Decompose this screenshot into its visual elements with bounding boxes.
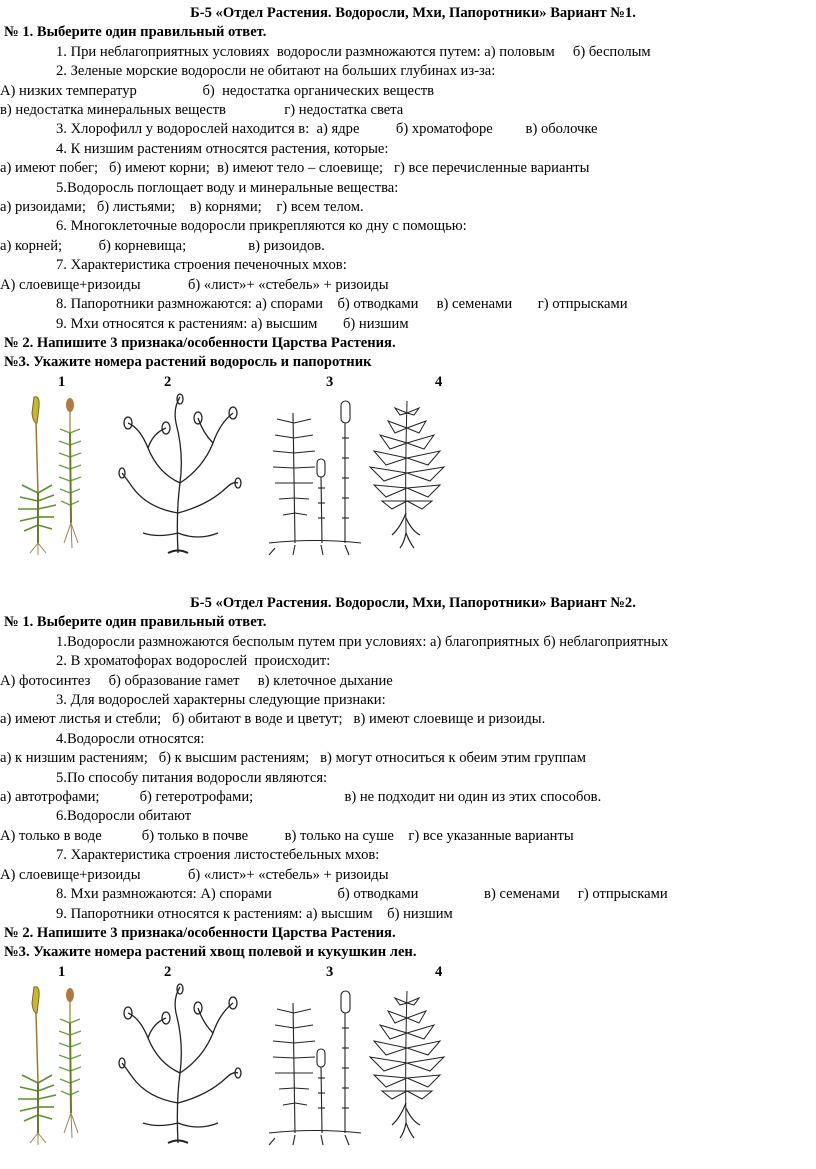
task3: №3. Укажите номера растений хвощ полевой и кукушкин лен.	[4, 944, 417, 961]
answer-line: а) к низшим растениям; б) к высшим растениям; в) могут относиться к обеим этим группам	[0, 750, 587, 767]
plant-number: 2	[164, 373, 172, 390]
horsetail-illustration	[265, 983, 365, 1148]
question-line: 4. К низшим растениям относятся растения, которые:	[56, 140, 389, 157]
answer-line: а) ризоидами; б) листьями; в) корнями; г) всем телом.	[0, 199, 364, 216]
plant-number: 4	[435, 373, 443, 390]
question-line: 7. Характеристика строения печеночных мхов:	[56, 257, 347, 274]
task2: № 2. Напишите 3 признака/особенности Царства Растения.	[4, 334, 396, 351]
answer-line: А) слоевище+ризоиды б) «лист»+ «стебель» + ризоиды	[0, 276, 389, 293]
algae-illustration	[118, 983, 243, 1148]
task1-header: № 1. Выберите один правильный ответ.	[4, 24, 267, 41]
answer-line: а) имеют листья и стебли; б) обитают в воде и цветут; в) имеют слоевище и ризоиды.	[0, 711, 546, 728]
moss-illustration	[8, 393, 88, 558]
answer-line: а) автотрофами; б) гетеротрофами; в) не подходит ни один из этих способов.	[0, 789, 602, 806]
question-line: 1.Водоросли размножаются бесполым путем при условиях: а) благоприятных б) неблагоприятных	[56, 633, 669, 650]
variant-2	[0, 594, 816, 1153]
question-line: 8. Папоротники размножаются: а) спорами б) отводками в) семенами г) отпрысками	[56, 296, 628, 313]
plant-number: 3	[326, 373, 334, 390]
question-line: 4.Водоросли относятся:	[56, 730, 205, 747]
horsetail-illustration	[265, 393, 365, 558]
plant-number: 2	[164, 963, 172, 980]
answer-line: а) корней; б) корневища; в) ризоидов.	[0, 237, 325, 254]
plant-numbers	[0, 373, 816, 393]
question-line: 6.Водоросли обитают	[56, 808, 192, 825]
task3: №3. Укажите номера растений водоросль и папоротник	[4, 354, 372, 371]
answer-line: А) только в воде б) только в почве в) только на суше г) все указанные варианты	[0, 827, 574, 844]
answer-line: а) имеют побег; б) имеют корни; в) имеют тело – слоевище; г) все перечисленные варианты	[0, 160, 590, 177]
question-line: 7. Характеристика строения листостебельных мхов:	[56, 847, 380, 864]
task1-header: № 1. Выберите один правильный ответ.	[4, 614, 267, 631]
variant-title: Б-5 «Отдел Растения. Водоросли, Мхи, Папоротники» Вариант №1.	[190, 5, 636, 21]
task2: № 2. Напишите 3 признака/особенности Царства Растения.	[4, 924, 396, 941]
question-line: 5.Водоросль поглощает воду и минеральные вещества:	[56, 179, 399, 196]
answer-line: А) низких температур б) недостатка органических веществ	[0, 82, 435, 99]
plant-illustrations	[0, 393, 816, 563]
variant-1	[0, 4, 816, 563]
answer-line: в) недостатка минеральных веществ г) недостатка света	[0, 102, 404, 119]
answer-line: А) слоевище+ризоиды б) «лист»+ «стебель» + ризоиды	[0, 866, 389, 883]
question-line: 5.По способу питания водоросли являются:	[56, 769, 328, 786]
question-line: 6. Многоклеточные водоросли прикрепляются ко дну с помощью:	[56, 218, 467, 235]
plant-number: 1	[58, 373, 66, 390]
question-line: 9. Мхи относятся к растениям: а) высшим б) низшим	[56, 315, 409, 332]
question-line: 3. Хлорофилл у водорослей находится в: а) ядре б) хроматофоре в) оболочке	[56, 121, 598, 138]
variant-title: Б-5 «Отдел Растения. Водоросли, Мхи, Папоротники» Вариант №2.	[190, 595, 636, 611]
fern-illustration	[360, 393, 455, 558]
plant-number: 1	[58, 963, 66, 980]
question-line: 9. Папоротники относятся к растениям: а) высшим б) низшим	[56, 905, 453, 922]
question-line: 3. Для водорослей характерны следующие признаки:	[56, 692, 386, 709]
plant-number: 3	[326, 963, 334, 980]
answer-line: А) фотосинтез б) образование гамет в) клеточное дыхание	[0, 672, 393, 689]
question-line: 2. Зеленые морские водоросли не обитают на больших глубинах из-за:	[56, 63, 496, 80]
plant-illustrations	[0, 983, 816, 1153]
question-line: 1. При неблагоприятных условиях водоросли размножаются путем: а) половым б) бесполым	[56, 43, 651, 60]
question-line: 2. В хроматофорах водорослей происходит:	[56, 653, 331, 670]
question-line: 8. Мхи размножаются: А) спорами б) отводками в) семенами г) отпрысками	[56, 886, 668, 903]
fern-illustration	[360, 983, 455, 1148]
plant-numbers	[0, 963, 816, 983]
algae-illustration	[118, 393, 243, 558]
moss-illustration	[8, 983, 88, 1148]
plant-number: 4	[435, 963, 443, 980]
